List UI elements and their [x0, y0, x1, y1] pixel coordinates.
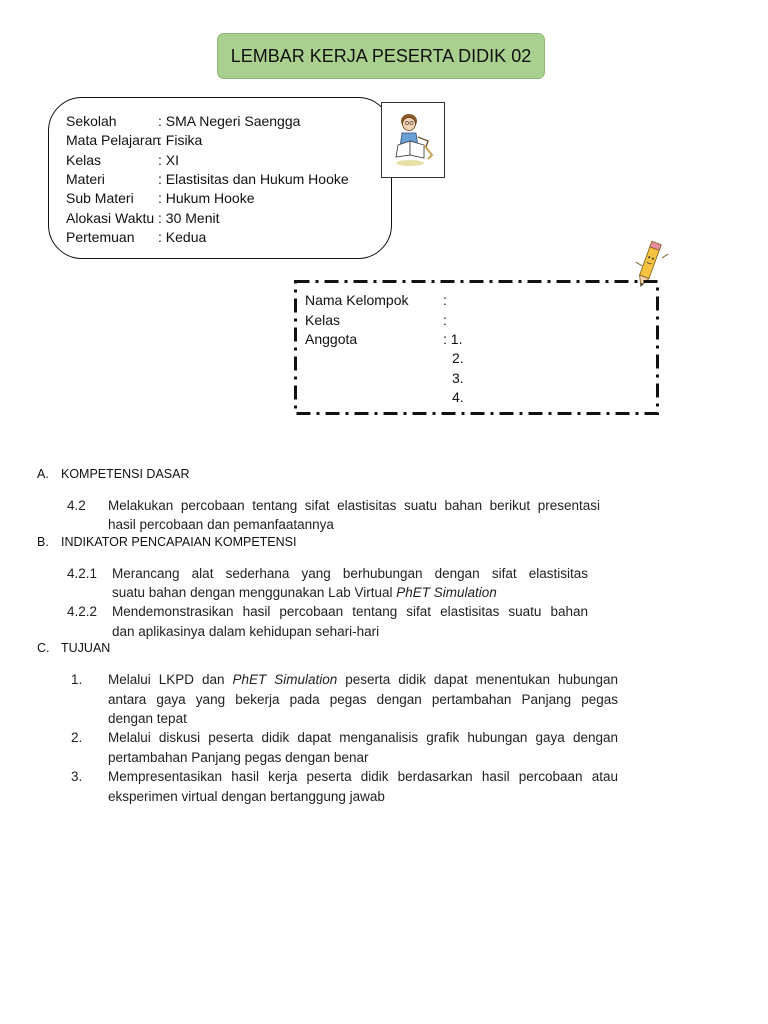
- identity-row-subject: [66, 131, 202, 150]
- item-number: 4.2: [67, 498, 86, 513]
- identity-value: : Fisika: [158, 132, 203, 148]
- item-emphasis: PhET Simulation: [396, 585, 497, 600]
- identity-label: Pertemuan: [66, 229, 135, 245]
- student-reading-icon: [382, 103, 444, 177]
- section-letter: C.: [37, 641, 50, 655]
- item-text: Melalui LKPD dan: [108, 672, 233, 687]
- item-number: 4.2.2: [67, 604, 98, 619]
- item-number: 2.: [71, 730, 83, 745]
- identity-row-meeting: [66, 228, 206, 247]
- identity-row-material: [66, 170, 349, 189]
- group-class-colon: :: [443, 312, 447, 328]
- group-member-1: : 1.: [443, 331, 463, 347]
- worksheet-title: [217, 33, 545, 79]
- item-line: eksperimen virtual dengan bertanggung jawab: [108, 789, 385, 804]
- item-line: Mendemonstrasikan hasil percobaan tentang sifat elastisitas suatu bahan: [112, 604, 588, 619]
- item-line: [108, 670, 618, 690]
- identity-row-submaterial: [66, 189, 254, 208]
- item-emphasis: PhET Simulation: [232, 672, 338, 687]
- student-reading-illustration: [381, 102, 445, 178]
- identity-row-school: [66, 112, 300, 131]
- identity-label: Sekolah: [66, 113, 117, 129]
- identity-value: : XI: [158, 152, 180, 168]
- item-line: Melalui diskusi peserta didik dapat menganalisis grafik hubungan gaya dengan: [108, 730, 618, 745]
- identity-label: Alokasi Waktu: [66, 210, 155, 226]
- item-number: 1.: [71, 672, 83, 687]
- identity-value: : Hukum Hooke: [158, 190, 255, 206]
- identity-value: : 30 Menit: [158, 210, 220, 226]
- group-members-label: Anggota: [305, 331, 358, 347]
- worksheet-title-text: LEMBAR KERJA PESERTA DIDIK 02: [230, 45, 532, 66]
- identity-value: : SMA Negeri Saengga: [158, 113, 301, 129]
- item-line: dengan tepat: [108, 711, 187, 726]
- group-member-2: 2.: [452, 350, 464, 366]
- section-a-heading: [37, 467, 190, 481]
- item-line: Mempresentasikan hasil kerja peserta didik berdasarkan hasil percobaan atau: [108, 769, 618, 784]
- group-name-label: Nama Kelompok: [305, 292, 409, 308]
- item-line: antara gaya yang bekerja pada pegas dengan pertambahan Panjang pegas: [108, 692, 618, 707]
- section-c-heading: [37, 641, 110, 655]
- item-line: Merancang alat sederhana yang berhubungan dengan sifat elastisitas: [112, 566, 588, 581]
- item-line: pertambahan Panjang pegas dengan benar: [108, 750, 369, 765]
- identity-value: : Kedua: [158, 229, 207, 245]
- group-name-colon: :: [443, 292, 447, 308]
- identity-row-class: [66, 151, 179, 170]
- section-letter: A.: [37, 467, 49, 481]
- item-line: dan aplikasinya dalam kehidupan sehari-hari: [112, 624, 380, 639]
- section-title: INDIKATOR PENCAPAIAN KOMPETENSI: [61, 535, 297, 549]
- section-b-heading: [37, 535, 296, 549]
- group-class-label: Kelas: [305, 312, 341, 328]
- section-title: KOMPETENSI DASAR: [61, 467, 190, 481]
- item-line: Melakukan percobaan tentang sifat elastisitas suatu bahan berikut presentasi: [108, 498, 600, 513]
- identity-value: : Elastisitas dan Hukum Hooke: [158, 171, 349, 187]
- identity-label: Sub Materi: [66, 190, 134, 206]
- identity-label: Materi: [66, 171, 105, 187]
- section-title: TUJUAN: [61, 641, 111, 655]
- item-number: 4.2.1: [67, 566, 98, 581]
- group-member-4: 4.: [452, 389, 464, 405]
- item-line: hasil percobaan dan pemanfaatannya: [108, 517, 334, 532]
- item-number: 3.: [71, 769, 83, 784]
- identity-label: Mata Pelajaran: [66, 132, 161, 148]
- identity-label: Kelas: [66, 152, 102, 168]
- item-text: peserta didik dapat menentukan hubungan: [337, 672, 619, 687]
- identity-row-time: [66, 209, 219, 228]
- group-member-3: 3.: [452, 370, 464, 386]
- item-line: [112, 583, 588, 603]
- section-letter: B.: [37, 535, 49, 549]
- item-text: suatu bahan dengan menggunakan Lab Virtual: [112, 585, 397, 600]
